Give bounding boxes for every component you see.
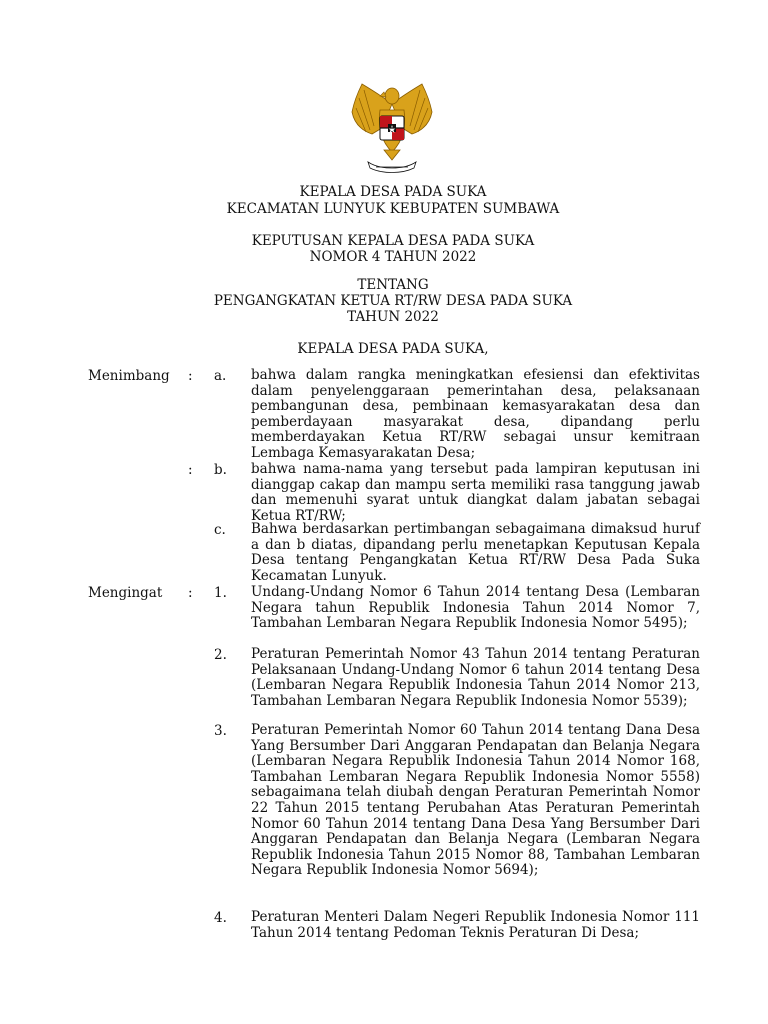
mengingat-label: Mengingat xyxy=(88,585,163,601)
about-heading: TENTANG xyxy=(357,277,429,293)
mengingat-3-marker: 3. xyxy=(214,723,227,739)
issuer-line-2: KECAMATAN LUNYUK KEBUPATEN SUMBAWA xyxy=(226,201,560,217)
menimbang-c-text: Bahwa berdasarkan pertimbangan sebagaimana dimaksud huruf a dan b diatas, dipandang perlu menetapkan Keputusan Kepala Desa tentang Pengangkatan Ketua RT/RW Desa Pada Suka Kecamatan Lunyuk. xyxy=(251,521,700,584)
mengingat-1-text: Undang-Undang Nomor 6 Tahun 2014 tentang Desa (Lembaran Negara tahun Republik Indonesia Tahun 2014 Nomor 7, Tambahan Lembaran Negara Republik Indonesia Nomor 5495); xyxy=(251,584,700,632)
subject-line-2: TAHUN 2022 xyxy=(347,309,439,325)
decree-title: KEPUTUSAN KEPALA DESA PADA SUKA xyxy=(251,233,535,249)
mengingat-3-text: Peraturan Pemerintah Nomor 60 Tahun 2014 tentang Dana Desa Yang Bersumber Dari Anggaran Pendapatan dan Belanja Negara (Lembaran Negara Republik Indonesia Tahun 2014 Nomor 168, Tambahan Lembaran Negara Republik Indonesia Nomor 5558) sebagaimana telah diubah dengan Peraturan Pemerintah Nomor 22 Tahun 2015 tentang Perubahan Atas Peraturan Pemerintah Nomor 60 Tahun 2014 tentang Dana Desa Yang Bersumber Dari Anggaran Pendapatan dan Belanja Negara (Lembaran Negara Republik Indonesia Tahun 2015 Nomor 88, Tambahan Lembaran Negara Republik Indonesia Nomor 5694); xyxy=(251,722,700,879)
menimbang-b-text: bahwa nama-nama yang tersebut pada lampiran keputusan ini dianggap cakap dan mampu serta memiliki rasa tanggung jawab dan memenuhi syarat untuk diangkat dalam jabatan sebagai Ketua RT/RW; xyxy=(251,461,700,524)
mengingat-colon: : xyxy=(188,585,193,601)
mengingat-4-marker: 4. xyxy=(214,910,227,926)
menimbang-colon: : xyxy=(188,368,193,384)
menimbang-a-marker: a. xyxy=(214,368,227,384)
mengingat-1-marker: 1. xyxy=(214,585,227,601)
issuer-salutation: KEPALA DESA PADA SUKA, xyxy=(297,341,489,357)
menimbang-label: Menimbang xyxy=(88,368,170,384)
mengingat-2-marker: 2. xyxy=(214,647,227,663)
issuer-line-1: KEPALA DESA PADA SUKA xyxy=(299,184,487,200)
subject-line-1: PENGANGKATAN KETUA RT/RW DESA PADA SUKA xyxy=(213,293,573,309)
mengingat-2-text: Peraturan Pemerintah Nomor 43 Tahun 2014 tentang Peraturan Pelaksanaan Undang-Undang Nomor 6 tahun 2014 tentang Desa (Lembaran Negara Republik Indonesia Tahun 2014 Nomor 213, Tambahan Lembaran Negara Republik Indonesia Nomor 5539); xyxy=(251,646,700,709)
menimbang-b-marker: b. xyxy=(214,462,227,478)
mengingat-4-text: Peraturan Menteri Dalam Negeri Republik Indonesia Nomor 111 Tahun 2014 tentang Pedoman Teknis Peraturan Di Desa; xyxy=(251,909,700,941)
decree-number: NOMOR 4 TAHUN 2022 xyxy=(309,249,477,265)
menimbang-b-colon: : xyxy=(188,462,193,478)
menimbang-a-text: bahwa dalam rangka meningkatkan efesiensi dan efektivitas dalam penyelenggaraan pemerintahan desa, pelaksanaan pembangunan desa, pembinaan kemasyarakatan desa dan pemberdayaan masyarakat desa, dipandang perlu memberdayakan Ketua RT/RW sebagai unsur kemitraan Lembaga Kemasyarakatan Desa; xyxy=(251,367,700,461)
menimbang-c-marker: c. xyxy=(214,522,226,538)
garuda-emblem-icon xyxy=(342,76,442,176)
